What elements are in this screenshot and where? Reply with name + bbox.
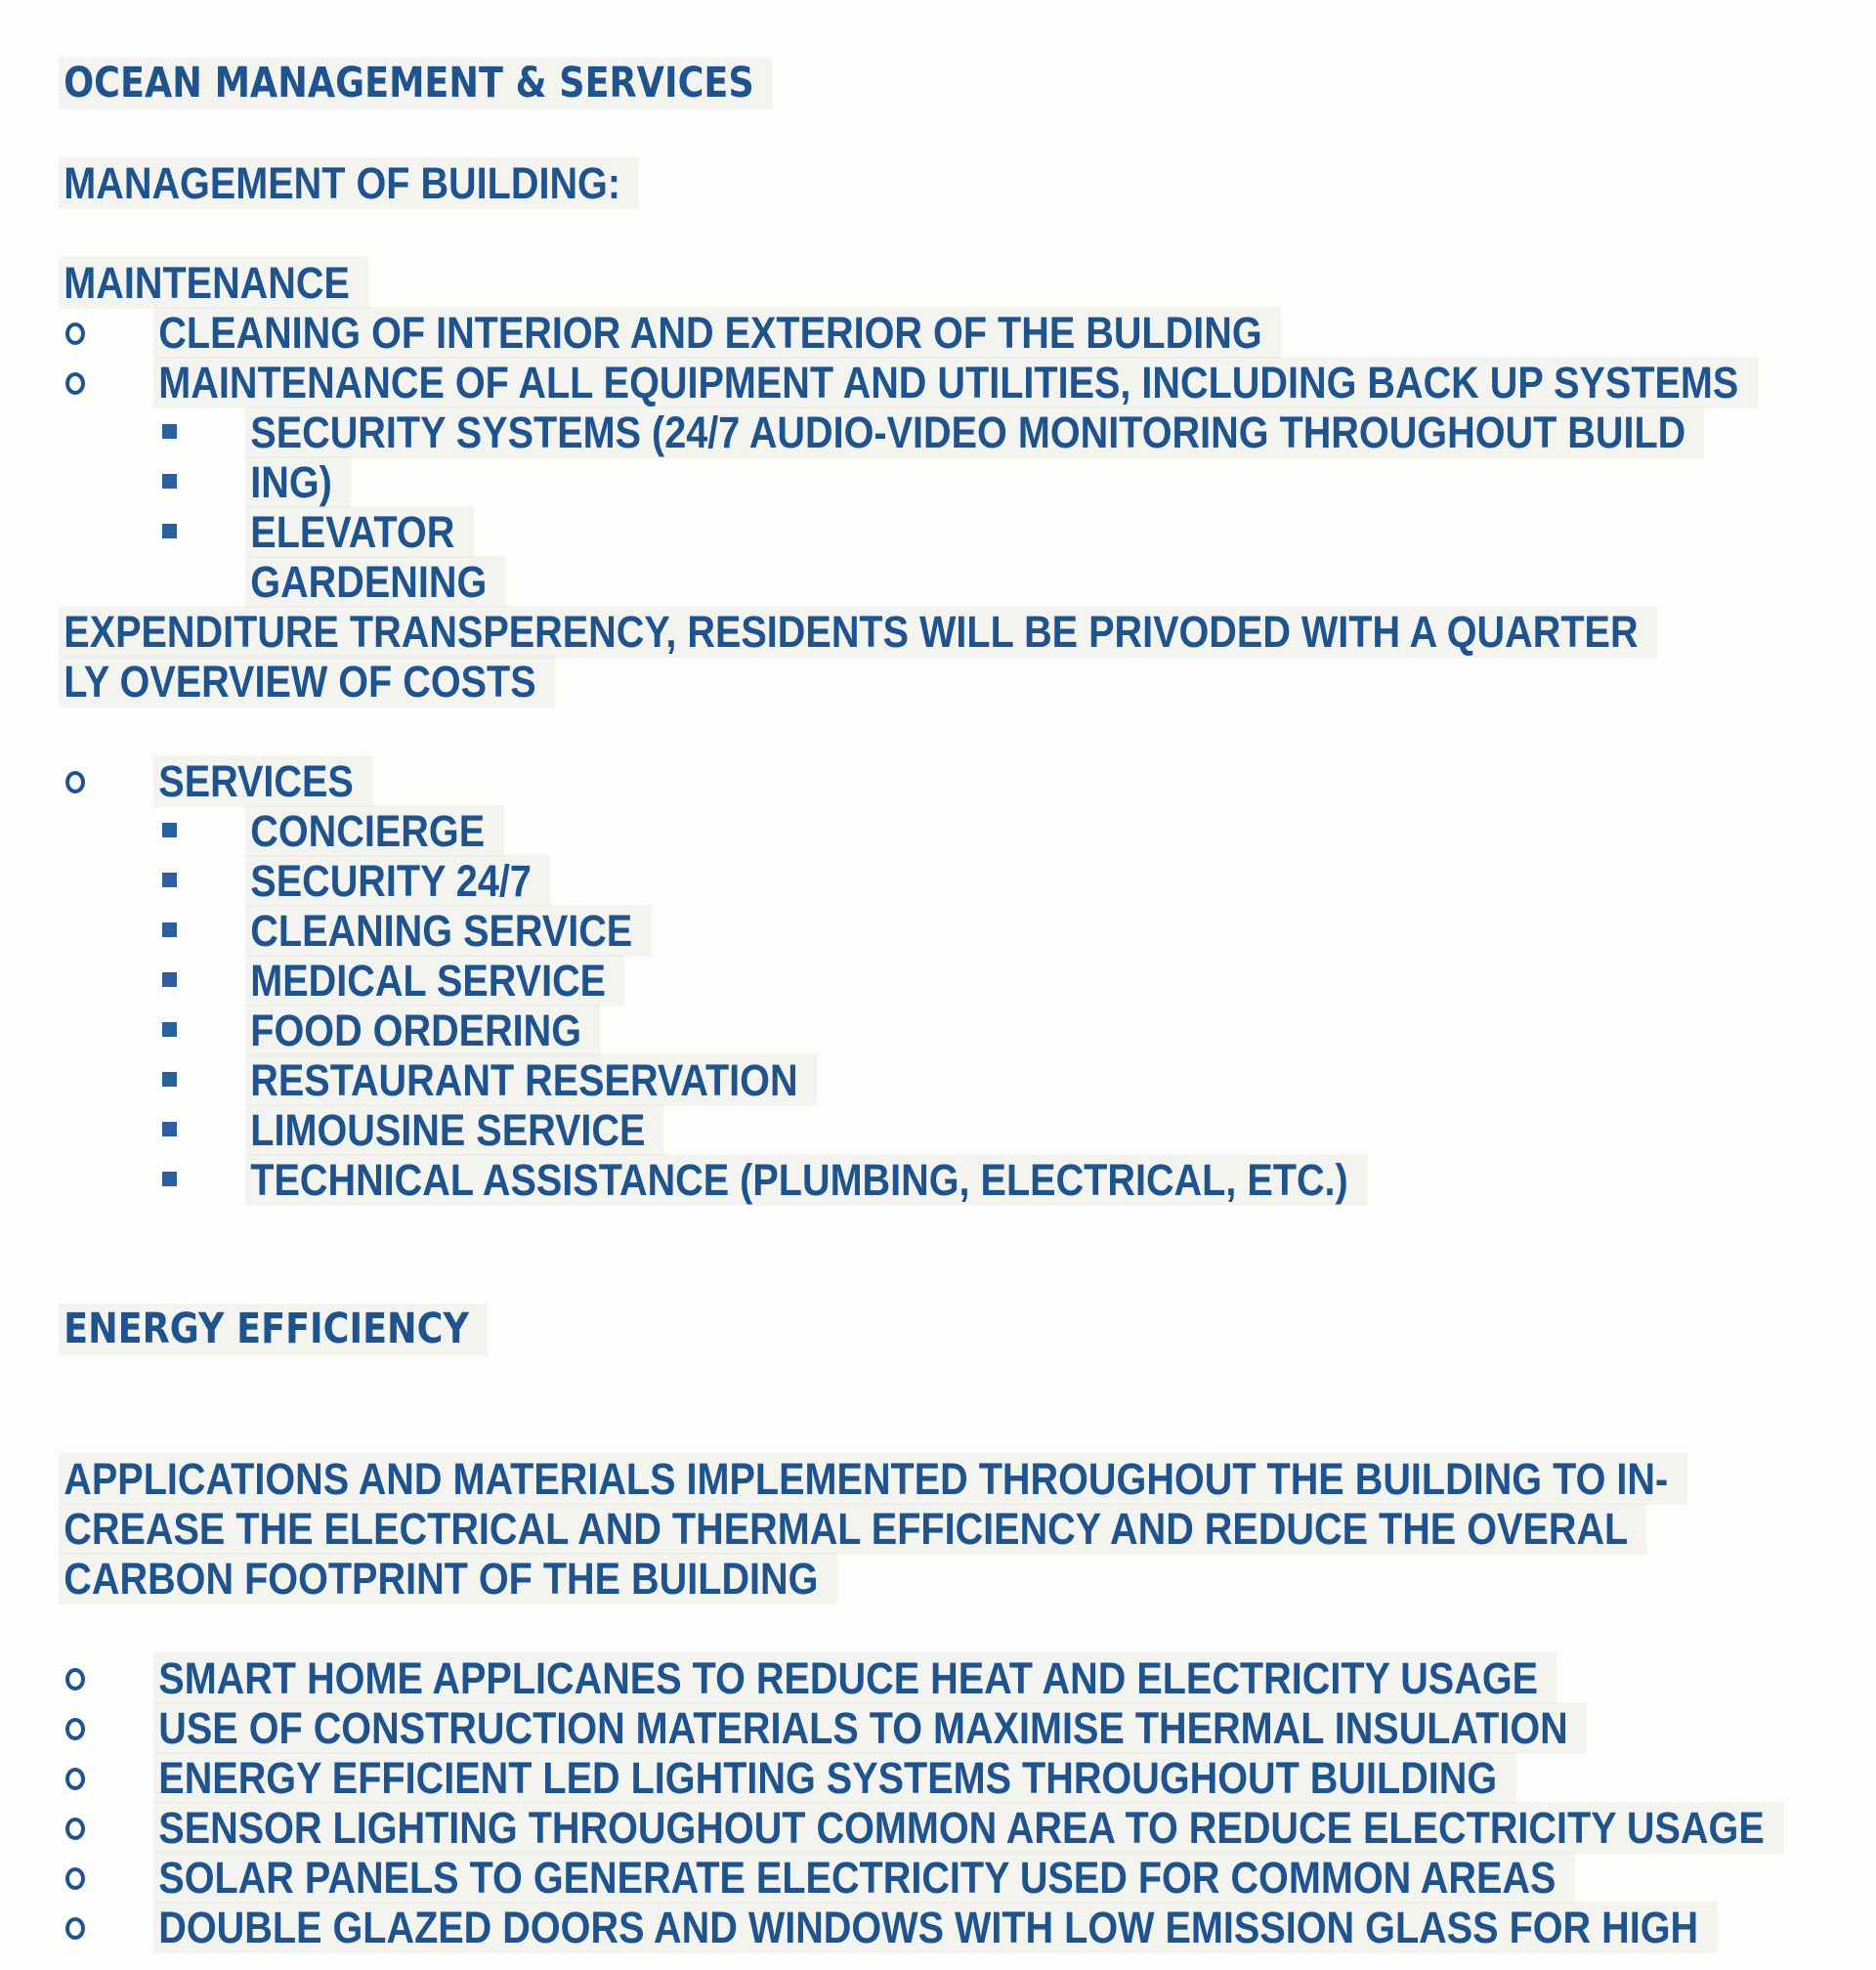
circle-bullet-icon: [65, 1668, 85, 1691]
doc-title-text: OCEAN MANAGEMENT & SERVICES: [59, 58, 772, 109]
heading-maintenance-text: MAINTENANCE: [59, 257, 368, 309]
paragraph-line-text: CREASE THE ELECTRICAL AND THERMAL EFFICIENCY AND REDUCE THE OVERAL: [59, 1503, 1647, 1555]
paragraph-line: [64, 1553, 1876, 1603]
square-bullet-icon: [162, 424, 177, 439]
sub-bullet-item-text: ELEVATOR: [245, 506, 474, 558]
circle-bullet-icon: [65, 322, 85, 345]
sub-item-text: GARDENING: [245, 556, 506, 608]
bullet-item: [64, 1802, 1876, 1852]
circle-bullet-icon: [65, 1917, 85, 1940]
square-bullet-icon: [162, 474, 177, 489]
heading-services-text: SERVICES: [153, 755, 372, 807]
circle-bullet-icon: [65, 771, 85, 793]
paragraph-line-text: LY OVERVIEW OF COSTS: [59, 656, 555, 707]
sub-bullet-item-text: SECURITY 24/7: [245, 855, 550, 907]
paragraph-line-text: APPLICATIONS AND MATERIALS IMPLEMENTED THROUGHOUT THE BUILDING TO IN-: [59, 1453, 1687, 1505]
bullet-item: [64, 1902, 1876, 1951]
sub-bullet-item: [64, 1104, 1876, 1154]
square-bullet-icon: [162, 873, 177, 887]
paragraph-line: [64, 656, 1876, 706]
paragraph-line-text: EXPENDITURE TRANSPERENCY, RESIDENTS WILL BE PRIVODED WITH A QUARTER: [59, 606, 1657, 658]
sub-bullet-item: [64, 1054, 1876, 1104]
circle-bullet-icon: [65, 1768, 85, 1790]
sub-bullet-item-text: MEDICAL SERVICE: [245, 955, 624, 1006]
section-heading-management-text: MANAGEMENT OF BUILDING:: [59, 157, 639, 209]
bullet-item: [64, 357, 1876, 407]
sub-bullet-item: [64, 905, 1876, 955]
heading-maintenance: [64, 257, 1876, 307]
sub-bullet-item-text: ING): [245, 456, 351, 508]
square-bullet-icon: [162, 823, 177, 837]
bullet-item-text: ENERGY EFFICIENT LED LIGHTING SYSTEMS THROUGHOUT BUILDING: [153, 1752, 1516, 1804]
section-heading-energy: [64, 1304, 1876, 1353]
doc-title: [64, 58, 1876, 107]
bullet-item-text: MAINTENANCE OF ALL EQUIPMENT AND UTILITIES, INCLUDING BACK UP SYSTEMS: [153, 357, 1758, 408]
sub-bullet-item-text: TECHNICAL ASSISTANCE (PLUMBING, ELECTRICAL, ETC.): [245, 1154, 1367, 1206]
circle-bullet-icon: [65, 1867, 85, 1890]
sub-bullet-item-text: CONCIERGE: [245, 805, 503, 857]
circle-bullet-icon: [65, 1818, 85, 1840]
section-heading-energy-text: ENERGY EFFICIENCY: [59, 1304, 488, 1355]
bullet-item-text: SOLAR PANELS TO GENERATE ELECTRICITY USED FOR COMMON AREAS: [153, 1852, 1575, 1904]
square-bullet-icon: [162, 972, 177, 987]
sub-bullet-item: [64, 1154, 1876, 1204]
section-heading-management: [64, 157, 1876, 207]
bullet-item: [64, 1652, 1876, 1702]
paragraph-line: [64, 1453, 1876, 1503]
bullet-item: [64, 1852, 1876, 1902]
bullet-item: [64, 1702, 1876, 1752]
square-bullet-icon: [162, 1072, 177, 1087]
square-bullet-icon: [162, 1022, 177, 1037]
bullet-item: [64, 307, 1876, 357]
sub-bullet-item-text: FOOD ORDERING: [245, 1005, 600, 1056]
square-bullet-icon: [162, 1122, 177, 1136]
sub-bullet-item: [64, 805, 1876, 855]
circle-bullet-icon: [65, 372, 85, 395]
bullet-item-text: CLEANING OF INTERIOR AND EXTERIOR OF THE BULDING: [153, 307, 1281, 359]
sub-bullet-item: [64, 1005, 1876, 1054]
bullet-item-text: USE OF CONSTRUCTION MATERIALS TO MAXIMISE THERMAL INSULATION: [153, 1702, 1587, 1754]
square-bullet-icon: [162, 922, 177, 937]
sub-bullet-item: [64, 456, 1876, 506]
bullet-item-text: SENSOR LIGHTING THROUGHOUT COMMON AREA TO REDUCE ELECTRICITY USAGE: [153, 1802, 1783, 1854]
paragraph-line: [64, 606, 1876, 656]
square-bullet-icon: [162, 524, 177, 538]
bullet-item-text: SMART HOME APPLICANES TO REDUCE HEAT AND ELECTRICITY USAGE: [153, 1652, 1556, 1704]
bullet-item-text: DOUBLE GLAZED DOORS AND WINDOWS WITH LOW EMISSION GLASS FOR HIGH: [153, 1902, 1718, 1953]
bullet-item: [64, 755, 1876, 805]
sub-bullet-item-text: RESTAURANT RESERVATION: [245, 1054, 817, 1106]
bullet-item: [64, 1752, 1876, 1802]
sub-bullet-item-text: LIMOUSINE SERVICE: [245, 1104, 664, 1156]
sub-bullet-item: [64, 506, 1876, 556]
paragraph-line: [64, 1503, 1876, 1553]
sub-item-no-bullet: [64, 556, 1876, 606]
sub-bullet-item: [64, 955, 1876, 1005]
sub-bullet-item: [64, 855, 1876, 905]
paragraph-line-text: CARBON FOOTPRINT OF THE BUILDING: [59, 1553, 837, 1605]
circle-bullet-icon: [65, 1718, 85, 1740]
sub-bullet-item: [64, 407, 1876, 456]
sub-bullet-item-text: CLEANING SERVICE: [245, 905, 652, 957]
sub-bullet-item-text: SECURITY SYSTEMS (24/7 AUDIO-VIDEO MONITORING THROUGHOUT BUILD: [245, 407, 1705, 458]
square-bullet-icon: [162, 1172, 177, 1186]
